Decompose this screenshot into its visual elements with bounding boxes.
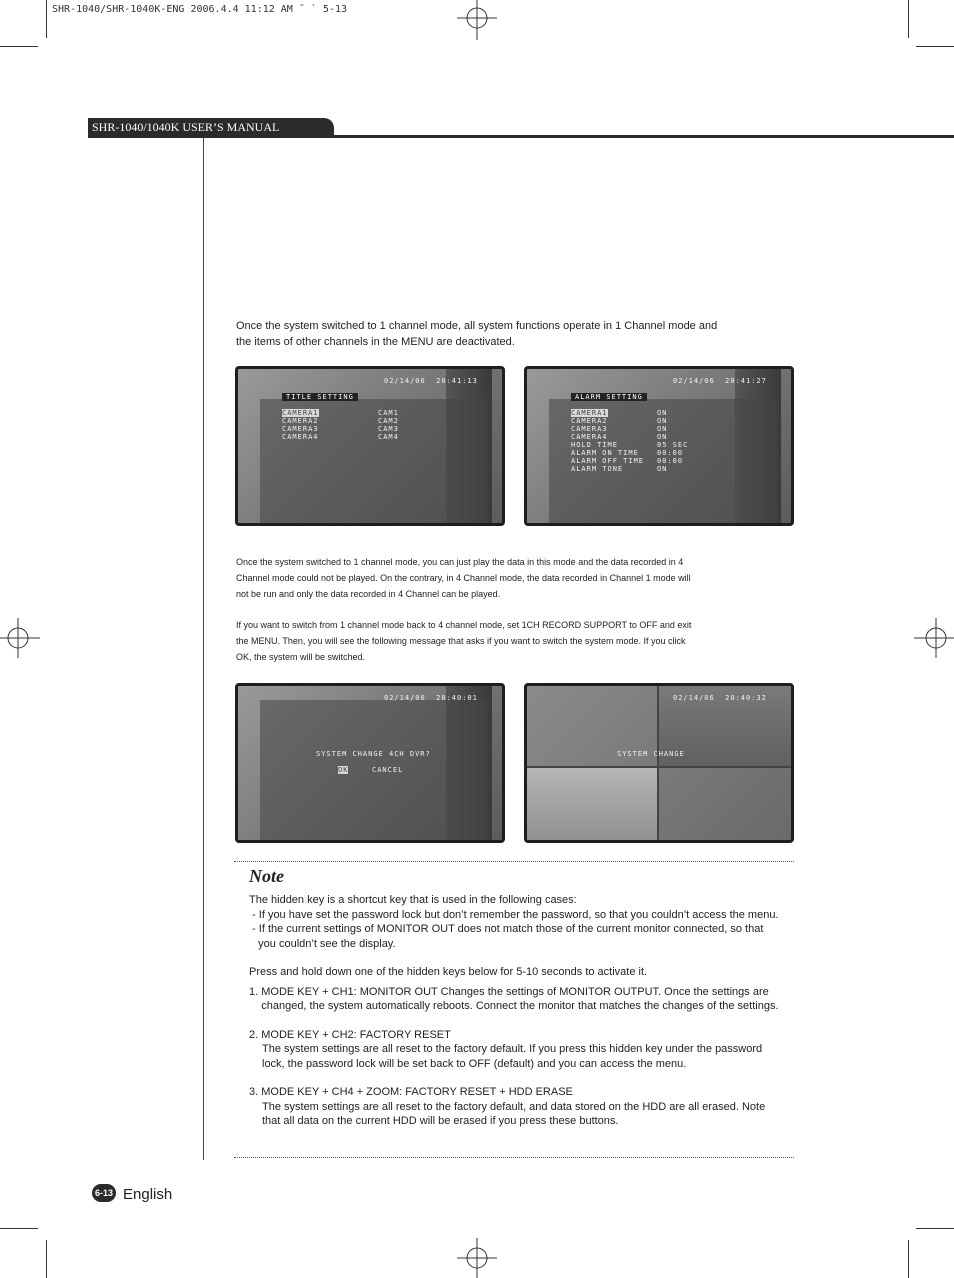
- osd-menu-title: TITLE SETTING: [282, 393, 358, 401]
- intro-line: the items of other channels in the MENU are deactivated.: [236, 336, 515, 348]
- osd-row-label: CAMERA1: [571, 409, 608, 417]
- osd-row-label: CAMERA1: [282, 409, 319, 417]
- osd-row-value: 00:00: [657, 449, 684, 457]
- osd-row-label: CAMERA2: [282, 417, 319, 425]
- osd-row-value: ON: [657, 465, 668, 473]
- osd-row-value: 00:00: [657, 457, 684, 465]
- crop-mark: [46, 0, 47, 38]
- note-case: - If you have set the password lock but don’t remember the password, so that you couldn’t access the menu.: [249, 908, 779, 921]
- note-item-3: The system settings are all reset to the factory default, and data stored on the HDD are all erased. Note: [262, 1100, 766, 1113]
- osd-datetime: 02/14/06 20:40:01: [384, 694, 478, 702]
- system-change-prompt-screen: [235, 683, 505, 843]
- osd-menu-title: ALARM SETTING: [571, 393, 647, 401]
- osd-row-value: CAM3: [378, 425, 399, 433]
- note-top-divider: [234, 861, 794, 862]
- note-body: [249, 893, 819, 1129]
- osd-message: SYSTEM CHANGE 4CH DVR?: [316, 750, 431, 758]
- text-line: If you want to switch from 1 channel mode back to 4 channel mode, set 1CH RECORD SUPPORT to OFF and exit: [236, 620, 692, 630]
- note-item-2-head: 2. MODE KEY + CH2: FACTORY RESET: [249, 1028, 451, 1041]
- osd-row-label: HOLD TIME: [571, 441, 618, 449]
- osd-row-value: ON: [657, 425, 668, 433]
- registration-mark-icon: [457, 0, 497, 40]
- playback-note-text: [236, 554, 796, 602]
- page-language: English: [123, 1186, 173, 1203]
- margin-rule: [203, 138, 204, 1160]
- osd-row-label: ALARM OFF TIME: [571, 457, 645, 465]
- header-rule: [88, 135, 954, 138]
- note-item-3: that all data on the current HDD will be erased if you press these buttons.: [262, 1115, 619, 1127]
- text-line: not be run and only the data recorded in 4 Channel can be played.: [236, 589, 501, 599]
- intro-line: Once the system switched to 1 channel mode, all system functions operate in 1 Channel mode and: [236, 320, 718, 332]
- osd-row-label: CAMERA2: [571, 417, 608, 425]
- note-item-1: 1. MODE KEY + CH1: MONITOR OUT Changes the settings of MONITOR OUTPUT. Once the settings are: [249, 985, 769, 998]
- osd-row-value: CAM1: [378, 409, 399, 417]
- crop-mark: [46, 1240, 47, 1278]
- crop-mark: [916, 1228, 954, 1229]
- registration-mark-icon: [457, 1238, 497, 1278]
- note-bottom-divider: [234, 1157, 794, 1158]
- note-title: Note: [249, 866, 284, 886]
- note-item-3-head: 3. MODE KEY + CH4 + ZOOM: FACTORY RESET + HDD ERASE: [249, 1086, 573, 1098]
- osd-row-label: ALARM TONE: [571, 465, 624, 473]
- note-case: you couldn’t see the display.: [249, 937, 396, 950]
- osd-row-label: CAMERA4: [282, 433, 319, 441]
- osd-row-label: CAMERA4: [571, 433, 608, 441]
- registration-mark-icon: [0, 618, 40, 658]
- osd-ok-button: OK: [338, 766, 349, 774]
- crop-mark: [916, 46, 954, 47]
- note-item-2: lock, the password lock will be set back to OFF (default) and you can access the menu.: [262, 1057, 687, 1070]
- note-item-1: changed, the system automatically reboots. Connect the monitor that matches the changes of the settings.: [249, 1000, 779, 1012]
- osd-row-value: ON: [657, 417, 668, 425]
- osd-row-label: CAMERA3: [571, 425, 608, 433]
- osd-datetime: 02/14/06 20:41:27: [673, 377, 767, 385]
- text-line: Channel mode could not be played. On the contrary, in 4 Channel mode, the data recorded in Channel 1 mode will: [236, 573, 691, 583]
- note-intro: The hidden key is a shortcut key that is used in the following cases:: [249, 894, 577, 906]
- system-change-screen: [524, 683, 794, 843]
- osd-cancel-button: CANCEL: [372, 766, 404, 774]
- note-case: - If the current settings of MONITOR OUT does not match those of the current monitor connected, so that: [249, 923, 764, 935]
- osd-row-value: ON: [657, 433, 668, 441]
- manual-title: SHR-1040/1040K USER’S MANUAL: [88, 118, 334, 136]
- switch-mode-text: [236, 617, 796, 665]
- note-item-2: The system settings are all reset to the factory default. If you press this hidden key under the password: [262, 1043, 763, 1055]
- osd-message: SYSTEM CHANGE: [617, 750, 685, 758]
- osd-row-value: 05 SEC: [657, 441, 689, 449]
- osd-row-label: CAMERA3: [282, 425, 319, 433]
- print-slug: SHR-1040/SHR-1040K-ENG 2006.4.4 11:12 AM ˘ ` 5-13: [52, 4, 348, 15]
- osd-row-value: ON: [657, 409, 668, 417]
- text-line: OK, the system will be switched.: [236, 652, 366, 662]
- alarm-setting-screen: [524, 366, 794, 526]
- intro-text: [236, 318, 796, 350]
- osd-row-label: ALARM ON TIME: [571, 449, 639, 457]
- crop-mark: [908, 1240, 909, 1278]
- osd-datetime: 02/14/06 20:40:32: [673, 694, 767, 702]
- osd-row-value: CAM2: [378, 417, 399, 425]
- registration-mark-icon: [914, 618, 954, 658]
- page-number-badge: 6-13: [92, 1184, 116, 1202]
- crop-mark: [908, 0, 909, 38]
- text-line: Once the system switched to 1 channel mode, you can just play the data in this mode and the data recorded in 4: [236, 557, 684, 567]
- camera-tile: [527, 768, 657, 843]
- note-press-text: Press and hold down one of the hidden keys below for 5-10 seconds to activate it.: [249, 966, 648, 978]
- osd-row-value: CAM4: [378, 433, 399, 441]
- crop-mark: [0, 46, 38, 47]
- crop-mark: [0, 1228, 38, 1229]
- title-setting-screen: [235, 366, 505, 526]
- osd-datetime: 02/14/06 20:41:13: [384, 377, 478, 385]
- text-line: the MENU. Then, you will see the following message that asks if you want to switch the system mode. If you click: [236, 636, 686, 646]
